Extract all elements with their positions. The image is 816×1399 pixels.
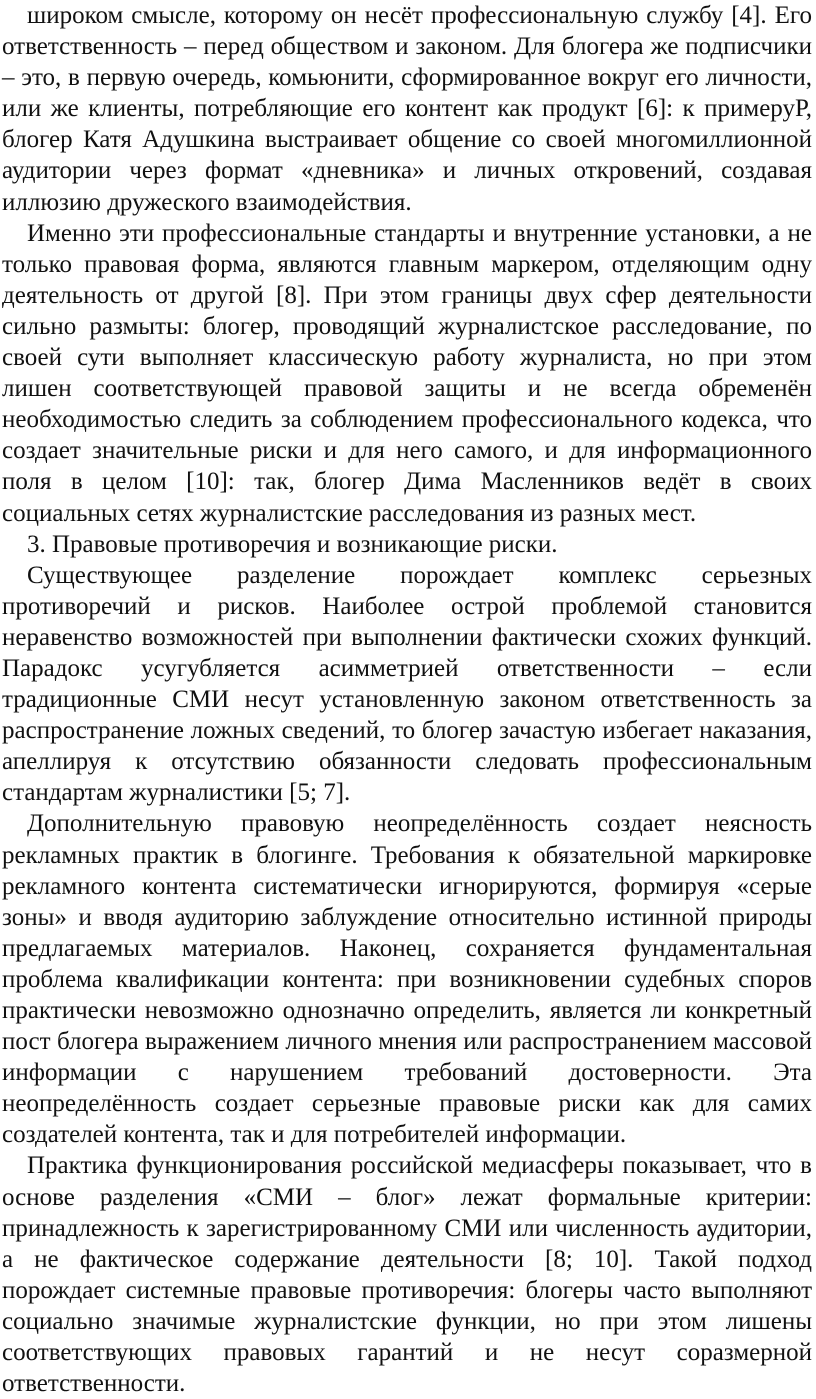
section-heading: 3. Правовые противоречия и возникающие риски. <box>27 530 558 558</box>
paragraph-practice: Практика функционирования российской медиасферы показывает, что в основе разделения «СМИ – блог» лежат формальные критерии: принадлежность к зарегистрированному СМИ или численность аудитории, а не фактическое содержание деятельности [8; 10]. Такой подход порождает системные правовые противоречия: блогеры часто выполняют социально значимые журналистские функции, но при этом лишены соответствующих правовых гарантий и не несут соразмерной ответственности. <box>2 1152 812 1398</box>
paragraph-professional-standards: Именно эти профессиональные стандарты и внутренние установки, а не только правовая форма, являются главным маркером, отделяющим одну деятельность от другой [8]. При этом границы двух сфер деятельности сильно размыты: блогер, проводящий журналистское расследование, по своей сути выполняет классическую работу журналиста, но при этом лишен соответствующей правовой защиты и не всегда обременён необходимостью следить за соблюдением профессионального кодекса, что создает значительные риски и для него самого, и для информационного поля в целом [10]: так, блогер Дима Масленников ведёт в своих социальных сетях журналистские расследования из разных мест. <box>2 219 812 527</box>
paragraph-contradictions: Существующее разделение порождает комплекс серьезных противоречий и рисков. Наиболее острой проблемой становится неравенство возможностей при выполнении фактически схожих функций. Парадокс усугубляется асимметрией ответственности – если традиционные СМИ несут установленную законом ответственность за распространение ложных сведений, то блогер зачастую избегает наказания, апеллируя к отсутствию обязанности следовать профессиональным стандартам журналистики [5; 7]. <box>2 561 812 807</box>
paragraph-continued: широком смысле, которому он несёт профессиональную службу [4]. Его ответственность – перед обществом и законом. Для блогера же подписчики – это, в первую очередь, комьюнити, сформированное вокруг его личности, или же клиенты, потребляющие его контент как продукт [6]: к примеруР, блогер Катя Адушкина выстраивает общение со своей многомиллионной аудитории через формат «дневника» и личных откровений, создавая иллюзию дружеского взаимодействия. <box>2 2 812 216</box>
paragraph-advertising: Дополнительную правовую неопределённость создает неясность рекламных практик в блогинге. Требования к обязательной маркировке рекламного контента систематически игнорируются, формируя «серые зоны» и вводя аудиторию заблуждение относительно истинной природы предлагаемых материалов. Наконец, сохраняется фундаментальная проблема квалификации контента: при возникновении судебных споров практически невозможно однозначно определить, является ли конкретный пост блогера выражением личного мнения или распространением массовой информации с нарушением требований достоверности. Эта неопределённость создает серьезные правовые риски как для самих создателей контента, так и для потребителей информации. <box>2 810 812 1149</box>
